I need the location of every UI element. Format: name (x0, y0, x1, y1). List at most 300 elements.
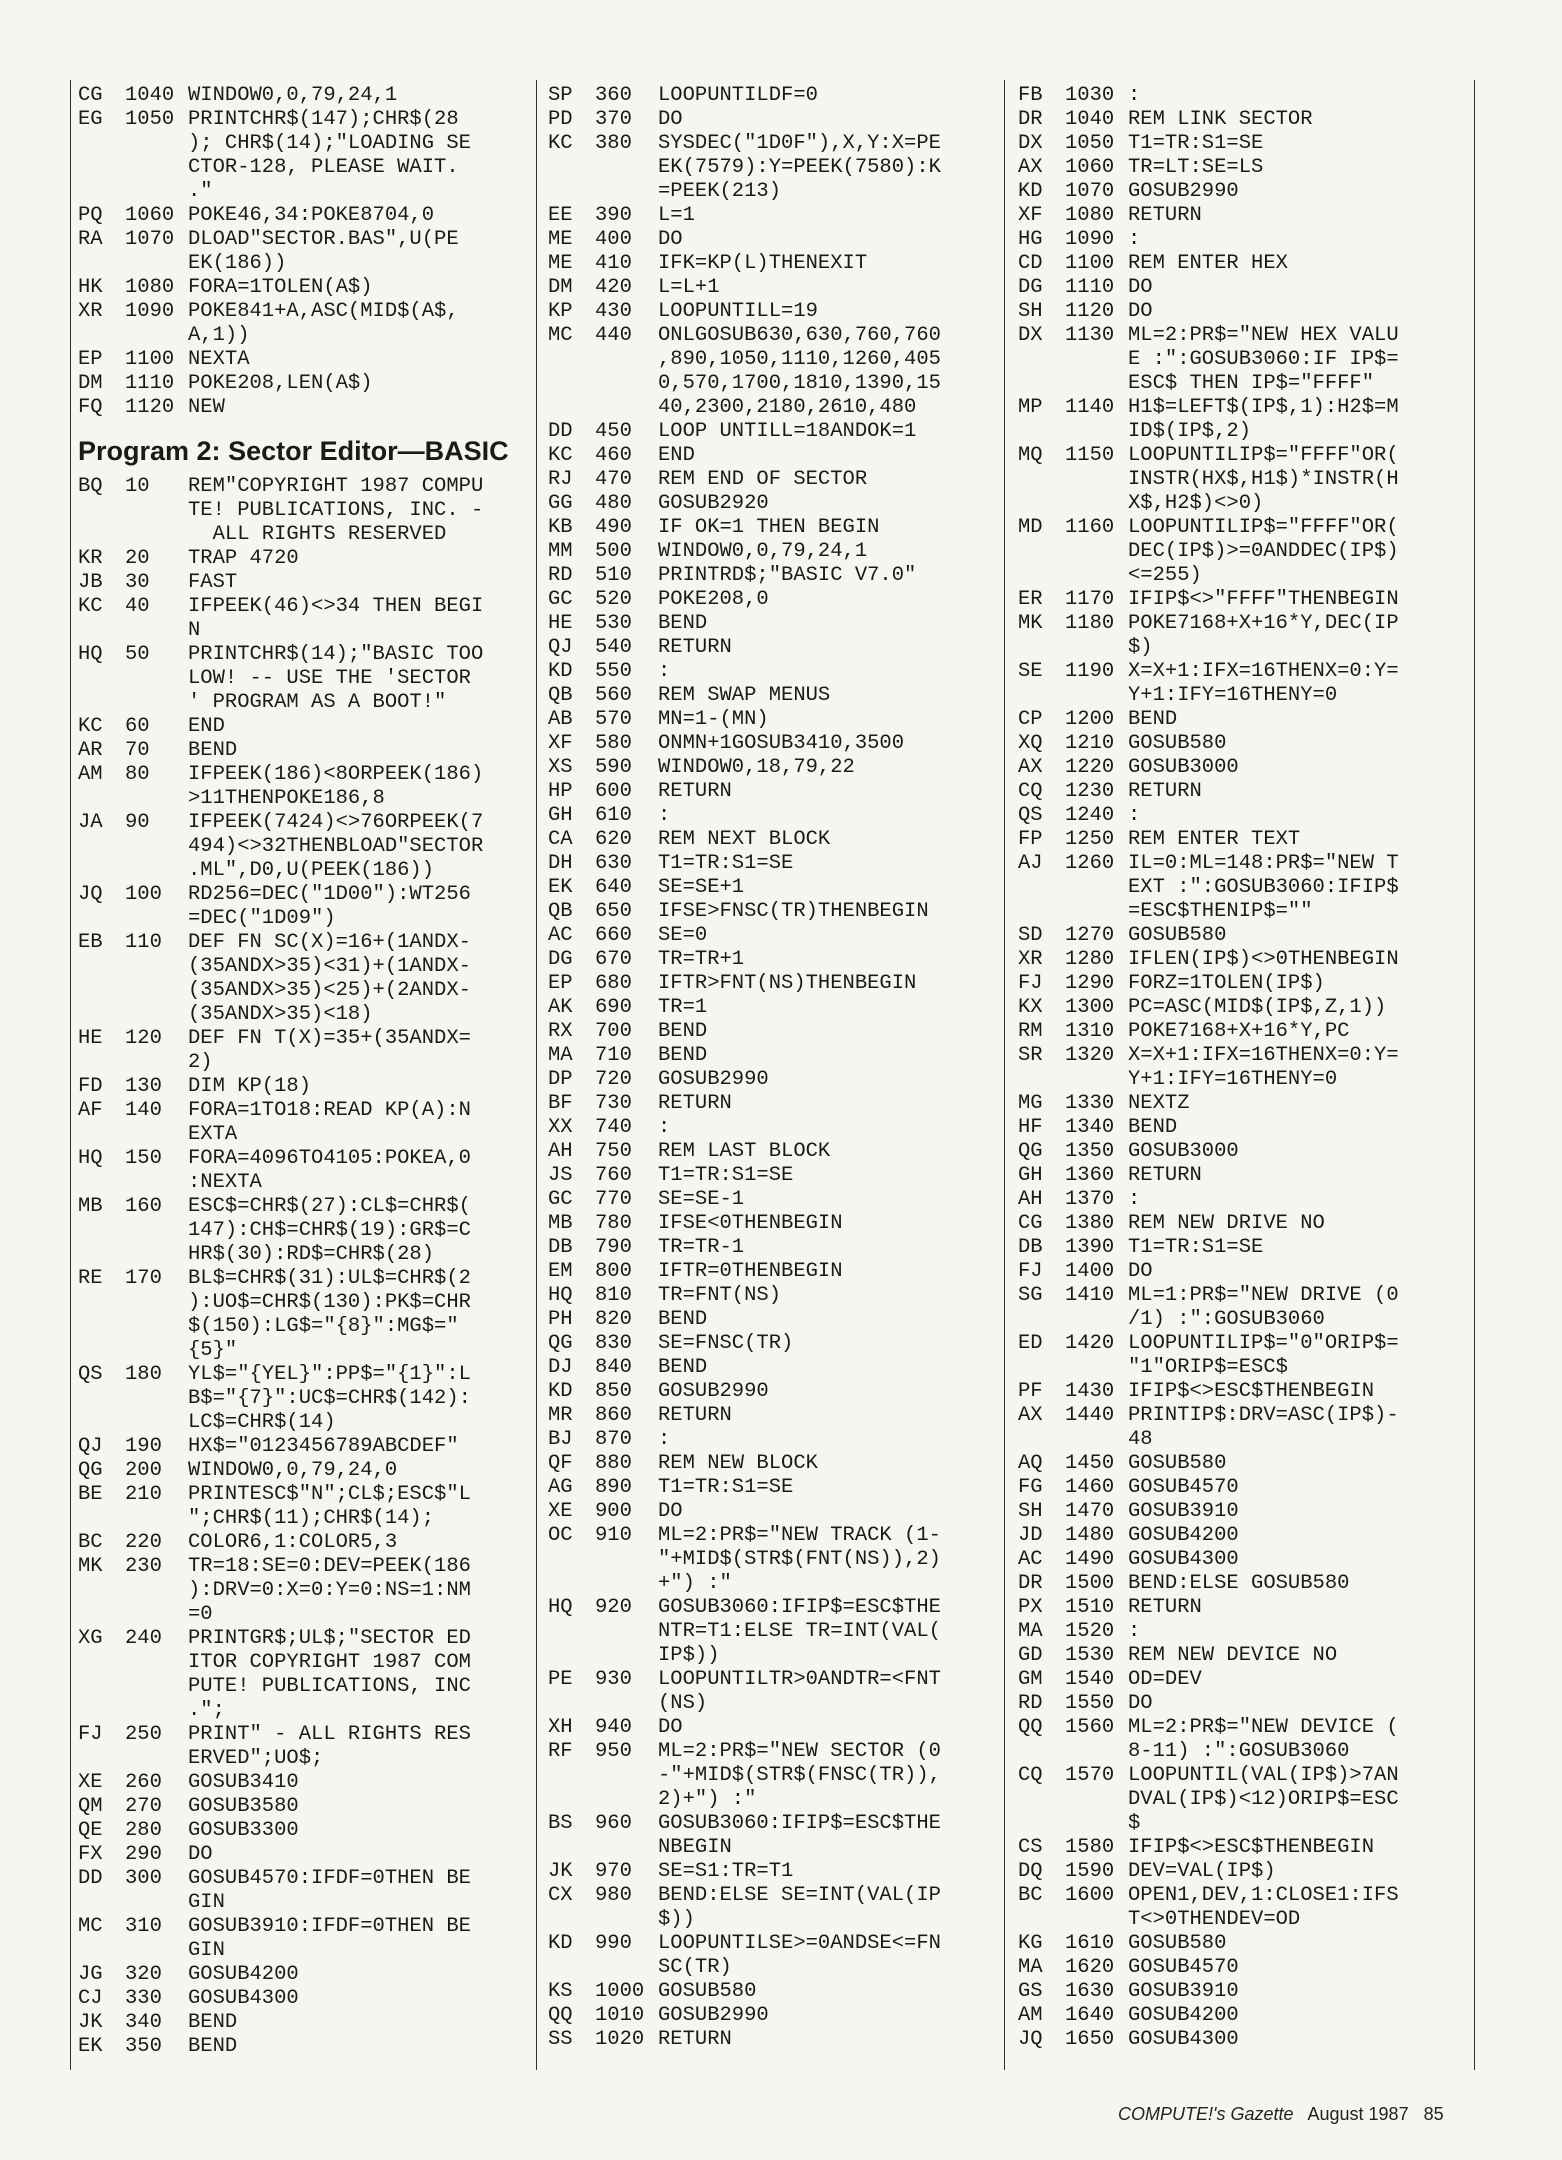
code-text: Y+1:IFY=16THENY=0 (1128, 684, 1338, 707)
code-line (1018, 1908, 1468, 1932)
code-text: /1) :":GOSUB3060 (1128, 1308, 1325, 1331)
line-number: 200 (125, 1459, 162, 1482)
checksum: DD (548, 420, 573, 443)
code-line (548, 516, 998, 540)
code-line (548, 996, 998, 1020)
code-line (78, 1819, 538, 1843)
line-number: 840 (595, 1356, 632, 1379)
code-line (1018, 2028, 1468, 2052)
code-line (1018, 468, 1468, 492)
code-line (78, 1411, 538, 1435)
code-line (548, 1428, 998, 1452)
code-line (1018, 180, 1468, 204)
checksum: XE (78, 1771, 103, 1794)
code-text: GOSUB3910 (1128, 1500, 1239, 1523)
code-text: BEND (1128, 1116, 1178, 1139)
checksum: HQ (548, 1284, 573, 1307)
code-line (78, 1483, 538, 1507)
code-line (78, 907, 538, 931)
code-text: ."; (188, 1699, 225, 1722)
line-number: 1160 (1065, 516, 1115, 539)
code-line (78, 547, 538, 571)
line-number: 1070 (125, 228, 175, 251)
code-line (1018, 636, 1468, 660)
line-number: 1080 (1065, 204, 1115, 227)
code-line (78, 1027, 538, 1051)
checksum: DR (1018, 1572, 1043, 1595)
line-number: 1610 (1065, 1932, 1115, 1955)
line-number: 1590 (1065, 1860, 1115, 1883)
code-text: INSTR(HX$,H1$)*INSTR(H (1128, 468, 1399, 491)
code-line (548, 132, 998, 156)
code-text: T1=TR:S1=SE (658, 1164, 794, 1187)
code-line (1018, 348, 1468, 372)
code-line (548, 1116, 998, 1140)
code-text: DO (1128, 300, 1153, 323)
code-text: X=X+1:IFX=16THENX=0:Y= (1128, 1044, 1399, 1067)
code-text: POKE841+A,ASC(MID$(A$, (188, 300, 459, 323)
line-number: 1560 (1065, 1716, 1115, 1739)
code-text: DVAL(IP$)<12)ORIP$=ESC (1128, 1788, 1399, 1811)
code-text: GOSUB4200 (1128, 1524, 1239, 1547)
code-text: 8-11) :":GOSUB3060 (1128, 1740, 1350, 1763)
code-text: BEND (658, 1356, 708, 1379)
code-text: DO (1128, 1260, 1153, 1283)
checksum: RE (78, 1267, 103, 1290)
code-text: GOSUB4570 (1128, 1476, 1239, 1499)
code-line (78, 2035, 538, 2059)
code-line (78, 1627, 538, 1651)
line-number: 1110 (1065, 276, 1115, 299)
code-line (548, 1068, 998, 1092)
checksum: PD (548, 108, 573, 131)
line-number: 190 (125, 1435, 162, 1458)
code-text: {5}" (188, 1339, 238, 1362)
code-text: GOSUB3910 (1128, 1980, 1239, 2003)
code-text: IFPEEK(7424)<>76ORPEEK(7 (188, 811, 484, 834)
code-line (78, 1675, 538, 1699)
line-number: 760 (595, 1164, 632, 1187)
code-text: IFTR>FNT(NS)THENBEGIN (658, 972, 917, 995)
code-text: L=1 (658, 204, 695, 227)
code-text: SE=FNSC(TR) (658, 1332, 794, 1355)
line-number: 1470 (1065, 1500, 1115, 1523)
code-text: : (1128, 804, 1141, 827)
code-text: SE=SE-1 (658, 1188, 745, 1211)
checksum: RD (1018, 1692, 1043, 1715)
checksum: AH (548, 1140, 573, 1163)
code-text: TRAP 4720 (188, 547, 299, 570)
code-text: 40,2300,2180,2610,480 (658, 396, 917, 419)
checksum: MM (548, 540, 573, 563)
code-line (78, 1147, 538, 1171)
checksum: XR (78, 300, 103, 323)
code-text: GOSUB4570 (1128, 1956, 1239, 1979)
code-text: DO (1128, 276, 1153, 299)
code-line (548, 300, 998, 324)
code-line (78, 1075, 538, 1099)
code-text: ' PROGRAM AS A BOOT!" (188, 691, 447, 714)
code-text: TR=FNT(NS) (658, 1284, 782, 1307)
code-text: IP$)) (658, 1644, 720, 1667)
checksum: GS (1018, 1980, 1043, 2003)
code-text: LOOPUNTILIP$="FFFF"OR( (1128, 516, 1399, 539)
code-line (1018, 876, 1468, 900)
code-line (1018, 1500, 1468, 1524)
code-text: LOOPUNTILL=19 (658, 300, 818, 323)
line-number: 740 (595, 1116, 632, 1139)
code-line (548, 1524, 998, 1548)
line-number: 1490 (1065, 1548, 1115, 1571)
checksum: MP (1018, 396, 1043, 419)
code-text: EK(7579):Y=PEEK(7580):K (658, 156, 941, 179)
checksum: XS (548, 756, 573, 779)
code-text: SE=S1:TR=T1 (658, 1860, 794, 1883)
checksum: XR (1018, 948, 1043, 971)
code-line (548, 708, 998, 732)
code-line (78, 324, 538, 348)
code-text: TR=TR-1 (658, 1236, 745, 1259)
line-number: 80 (125, 763, 150, 786)
code-line (78, 1867, 538, 1891)
code-line (548, 1212, 998, 1236)
code-text: DEF FN T(X)=35+(35ANDX= (188, 1027, 471, 1050)
code-line (78, 499, 538, 523)
code-text: WINDOW0,0,79,24,0 (188, 1459, 398, 1482)
line-number: 1120 (1065, 300, 1115, 323)
listing-column-3 (1018, 84, 1468, 2052)
code-line (548, 948, 998, 972)
checksum: DQ (1018, 1860, 1043, 1883)
code-text: BEND (188, 2035, 238, 2058)
line-number: 1650 (1065, 2028, 1115, 2051)
code-line (548, 1404, 998, 1428)
code-line (1018, 1116, 1468, 1140)
line-number: 1040 (125, 84, 175, 107)
checksum: EP (78, 348, 103, 371)
line-number: 1430 (1065, 1380, 1115, 1403)
line-number: 400 (595, 228, 632, 251)
checksum: KS (548, 1980, 573, 2003)
code-line (1018, 516, 1468, 540)
line-number: 1280 (1065, 948, 1115, 971)
code-line (548, 1644, 998, 1668)
checksum: RD (548, 564, 573, 587)
code-text: END (188, 715, 225, 738)
code-line (548, 1980, 998, 2004)
code-line (548, 1164, 998, 1188)
checksum: QQ (548, 2004, 573, 2027)
checksum: SE (1018, 660, 1043, 683)
line-number: 1070 (1065, 180, 1115, 203)
code-text: REM NEW DEVICE NO (1128, 1644, 1338, 1667)
code-text: GOSUB3060:IFIP$=ESC$THE (658, 1812, 941, 1835)
code-text: (NS) (658, 1692, 708, 1715)
code-line (78, 1387, 538, 1411)
code-text: DO (658, 1716, 683, 1739)
code-text: GOSUB4300 (1128, 2028, 1239, 2051)
code-text: SE=0 (658, 924, 708, 947)
code-line (1018, 1140, 1468, 1164)
code-line (1018, 1860, 1468, 1884)
checksum: QG (78, 1459, 103, 1482)
code-line (1018, 444, 1468, 468)
checksum: EG (78, 108, 103, 131)
checksum: CQ (1018, 780, 1043, 803)
checksum: SH (1018, 300, 1043, 323)
checksum: QJ (548, 636, 573, 659)
line-number: 600 (595, 780, 632, 803)
code-text: N (188, 619, 201, 642)
code-line (78, 300, 538, 324)
code-line (1018, 300, 1468, 324)
code-line (548, 540, 998, 564)
code-line (548, 1788, 998, 1812)
code-text: 147):CH$=CHR$(19):GR$=C (188, 1219, 471, 1242)
code-line (78, 859, 538, 883)
checksum: MG (1018, 1092, 1043, 1115)
checksum: BE (78, 1483, 103, 1506)
checksum: AJ (1018, 852, 1043, 875)
code-text: NBEGIN (658, 1836, 732, 1859)
checksum: MA (1018, 1956, 1043, 1979)
code-line (1018, 1644, 1468, 1668)
code-text: ESC$=CHR$(27):CL$=CHR$( (188, 1195, 471, 1218)
checksum: KD (1018, 180, 1043, 203)
code-line (78, 1939, 538, 1963)
code-text: NEW (188, 396, 225, 419)
code-line (1018, 1308, 1468, 1332)
line-number: 1550 (1065, 1692, 1115, 1715)
checksum: EE (548, 204, 573, 227)
code-text: EXTA (188, 1123, 238, 1146)
code-text: -"+MID$(STR$(FNSC(TR)), (658, 1764, 941, 1787)
code-line (548, 1020, 998, 1044)
code-text: REM"COPYRIGHT 1987 COMPU (188, 475, 484, 498)
code-line (1018, 1236, 1468, 1260)
code-text: : (658, 660, 671, 683)
code-line (78, 132, 538, 156)
code-line (78, 1915, 538, 1939)
line-number: 1360 (1065, 1164, 1115, 1187)
code-text: IFSE>FNSC(TR)THENBEGIN (658, 900, 929, 923)
code-text: LOOPUNTILIP$="0"ORIP$= (1128, 1332, 1399, 1355)
line-number: 1350 (1065, 1140, 1115, 1163)
line-number: 800 (595, 1260, 632, 1283)
code-line (1018, 972, 1468, 996)
code-line (1018, 132, 1468, 156)
code-line (548, 588, 998, 612)
code-text: DO (658, 1500, 683, 1523)
checksum: RX (548, 1020, 573, 1043)
code-text: GOSUB4200 (188, 1963, 299, 1986)
checksum: CD (1018, 252, 1043, 275)
code-line (1018, 1044, 1468, 1068)
code-text: REM LAST BLOCK (658, 1140, 831, 1163)
code-line (548, 972, 998, 996)
line-number: 1150 (1065, 444, 1115, 467)
checksum: JA (78, 811, 103, 834)
column-rule-3 (1474, 80, 1475, 2070)
line-number: 780 (595, 1212, 632, 1235)
line-number: 270 (125, 1795, 162, 1818)
code-line (78, 1531, 538, 1555)
checksum: SP (548, 84, 573, 107)
checksum: KD (548, 1380, 573, 1403)
code-text: MN=1-(MN) (658, 708, 769, 731)
line-number: 140 (125, 1099, 162, 1122)
checksum: HF (1018, 1116, 1043, 1139)
line-number: 1370 (1065, 1188, 1115, 1211)
code-line (548, 348, 998, 372)
checksum: DB (1018, 1236, 1043, 1259)
checksum: QS (78, 1363, 103, 1386)
code-text: NTR=T1:ELSE TR=INT(VAL( (658, 1620, 941, 1643)
line-number: 290 (125, 1843, 162, 1866)
code-text: LOOPUNTILIP$="FFFF"OR( (1128, 444, 1399, 467)
code-line (548, 1236, 998, 1260)
code-line (78, 1771, 538, 1795)
code-text: ONLGOSUB630,630,760,760 (658, 324, 941, 347)
line-number: 40 (125, 595, 150, 618)
code-text: ML=2:PR$="NEW SECTOR (0 (658, 1740, 941, 1763)
checksum: DR (1018, 108, 1043, 131)
code-line (548, 1620, 998, 1644)
code-line (78, 931, 538, 955)
checksum: EP (548, 972, 573, 995)
code-line (78, 1291, 538, 1315)
checksum: QF (548, 1452, 573, 1475)
code-line (548, 1356, 998, 1380)
code-text: DO (188, 1843, 213, 1866)
checksum: MC (548, 324, 573, 347)
code-line (1018, 564, 1468, 588)
checksum: AQ (1018, 1452, 1043, 1475)
line-number: 580 (595, 732, 632, 755)
code-text: ." (188, 180, 213, 203)
line-number: 1260 (1065, 852, 1115, 875)
checksum: AF (78, 1099, 103, 1122)
code-line (1018, 1524, 1468, 1548)
code-line (78, 372, 538, 396)
line-number: 1010 (595, 2004, 645, 2027)
line-number: 1230 (1065, 780, 1115, 803)
code-line (548, 204, 998, 228)
code-line (78, 523, 538, 547)
line-number: 1120 (125, 396, 175, 419)
code-text: WINDOW0,18,79,22 (658, 756, 855, 779)
line-number: 650 (595, 900, 632, 923)
code-text: GOSUB580 (1128, 732, 1227, 755)
checksum: KC (548, 444, 573, 467)
line-number: 810 (595, 1284, 632, 1307)
code-text: PUTE! PUBLICATIONS, INC (188, 1675, 471, 1698)
checksum: DG (1018, 276, 1043, 299)
code-text: FAST (188, 571, 238, 594)
code-line (548, 84, 998, 108)
line-number: 430 (595, 300, 632, 323)
code-text: POKE7168+X+16*Y,PC (1128, 1020, 1350, 1043)
checksum: XE (548, 1500, 573, 1523)
line-number: 70 (125, 739, 150, 762)
line-number: 610 (595, 804, 632, 827)
checksum: GM (1018, 1668, 1043, 1691)
code-text: IL=0:ML=148:PR$="NEW T (1128, 852, 1399, 875)
checksum: CJ (78, 1987, 103, 2010)
code-line (1018, 204, 1468, 228)
code-text: ):DRV=0:X=0:Y=0:NS=1:NM (188, 1579, 471, 1602)
checksum: XH (548, 1716, 573, 1739)
code-line (1018, 1572, 1468, 1596)
line-number: 550 (595, 660, 632, 683)
code-line (548, 2028, 998, 2052)
code-text: GOSUB4570:IFDF=0THEN BE (188, 1867, 471, 1890)
checksum: AX (1018, 156, 1043, 179)
code-text: GOSUB580 (1128, 924, 1227, 947)
program-heading-title: Sector Editor—BASIC (228, 436, 509, 466)
line-number: 1570 (1065, 1764, 1115, 1787)
code-text: BEND (188, 739, 238, 762)
checksum: AX (1018, 1404, 1043, 1427)
code-text: PRINTGR$;UL$;"SECTOR ED (188, 1627, 471, 1650)
code-line (1018, 684, 1468, 708)
line-number: 770 (595, 1188, 632, 1211)
line-number: 1040 (1065, 108, 1115, 131)
checksum: PE (548, 1668, 573, 1691)
line-number: 170 (125, 1267, 162, 1290)
code-line (78, 1051, 538, 1075)
code-text: BEND:ELSE SE=INT(VAL(IP (658, 1884, 941, 1907)
line-number: 1240 (1065, 804, 1115, 827)
footer-issue: August 1987 (1307, 2104, 1409, 2124)
code-line (78, 1699, 538, 1723)
checksum: GH (1018, 1164, 1043, 1187)
code-line (548, 924, 998, 948)
checksum: JG (78, 1963, 103, 1986)
code-text: ESC$ THEN IP$="FFFF" (1128, 372, 1375, 395)
line-number: 1400 (1065, 1260, 1115, 1283)
checksum: SG (1018, 1284, 1043, 1307)
code-text: (35ANDX>35)<25)+(2ANDX- (188, 979, 471, 1002)
line-number: 1130 (1065, 324, 1115, 347)
checksum: QE (78, 1819, 103, 1842)
checksum: KC (548, 132, 573, 155)
code-text: PRINTCHR$(14);"BASIC TOO (188, 643, 484, 666)
code-text: GIN (188, 1939, 225, 1962)
line-number: 310 (125, 1915, 162, 1938)
code-text: DEF FN SC(X)=16+(1ANDX- (188, 931, 471, 954)
code-line (548, 1140, 998, 1164)
code-text: RETURN (658, 636, 732, 659)
code-line (548, 276, 998, 300)
checksum: XG (78, 1627, 103, 1650)
code-line (78, 1747, 538, 1771)
code-text: OPEN1,DEV,1:CLOSE1:IFS (1128, 1884, 1399, 1907)
line-number: 1530 (1065, 1644, 1115, 1667)
line-number: 1030 (1065, 84, 1115, 107)
line-number: 350 (125, 2035, 162, 2058)
code-text: BEND (658, 1308, 708, 1331)
code-line (78, 715, 538, 739)
line-number: 790 (595, 1236, 632, 1259)
line-number: 1300 (1065, 996, 1115, 1019)
checksum: FP (1018, 828, 1043, 851)
code-line (548, 1284, 998, 1308)
code-line (78, 787, 538, 811)
code-line (548, 1332, 998, 1356)
code-text: LC$=CHR$(14) (188, 1411, 336, 1434)
code-line (548, 1572, 998, 1596)
